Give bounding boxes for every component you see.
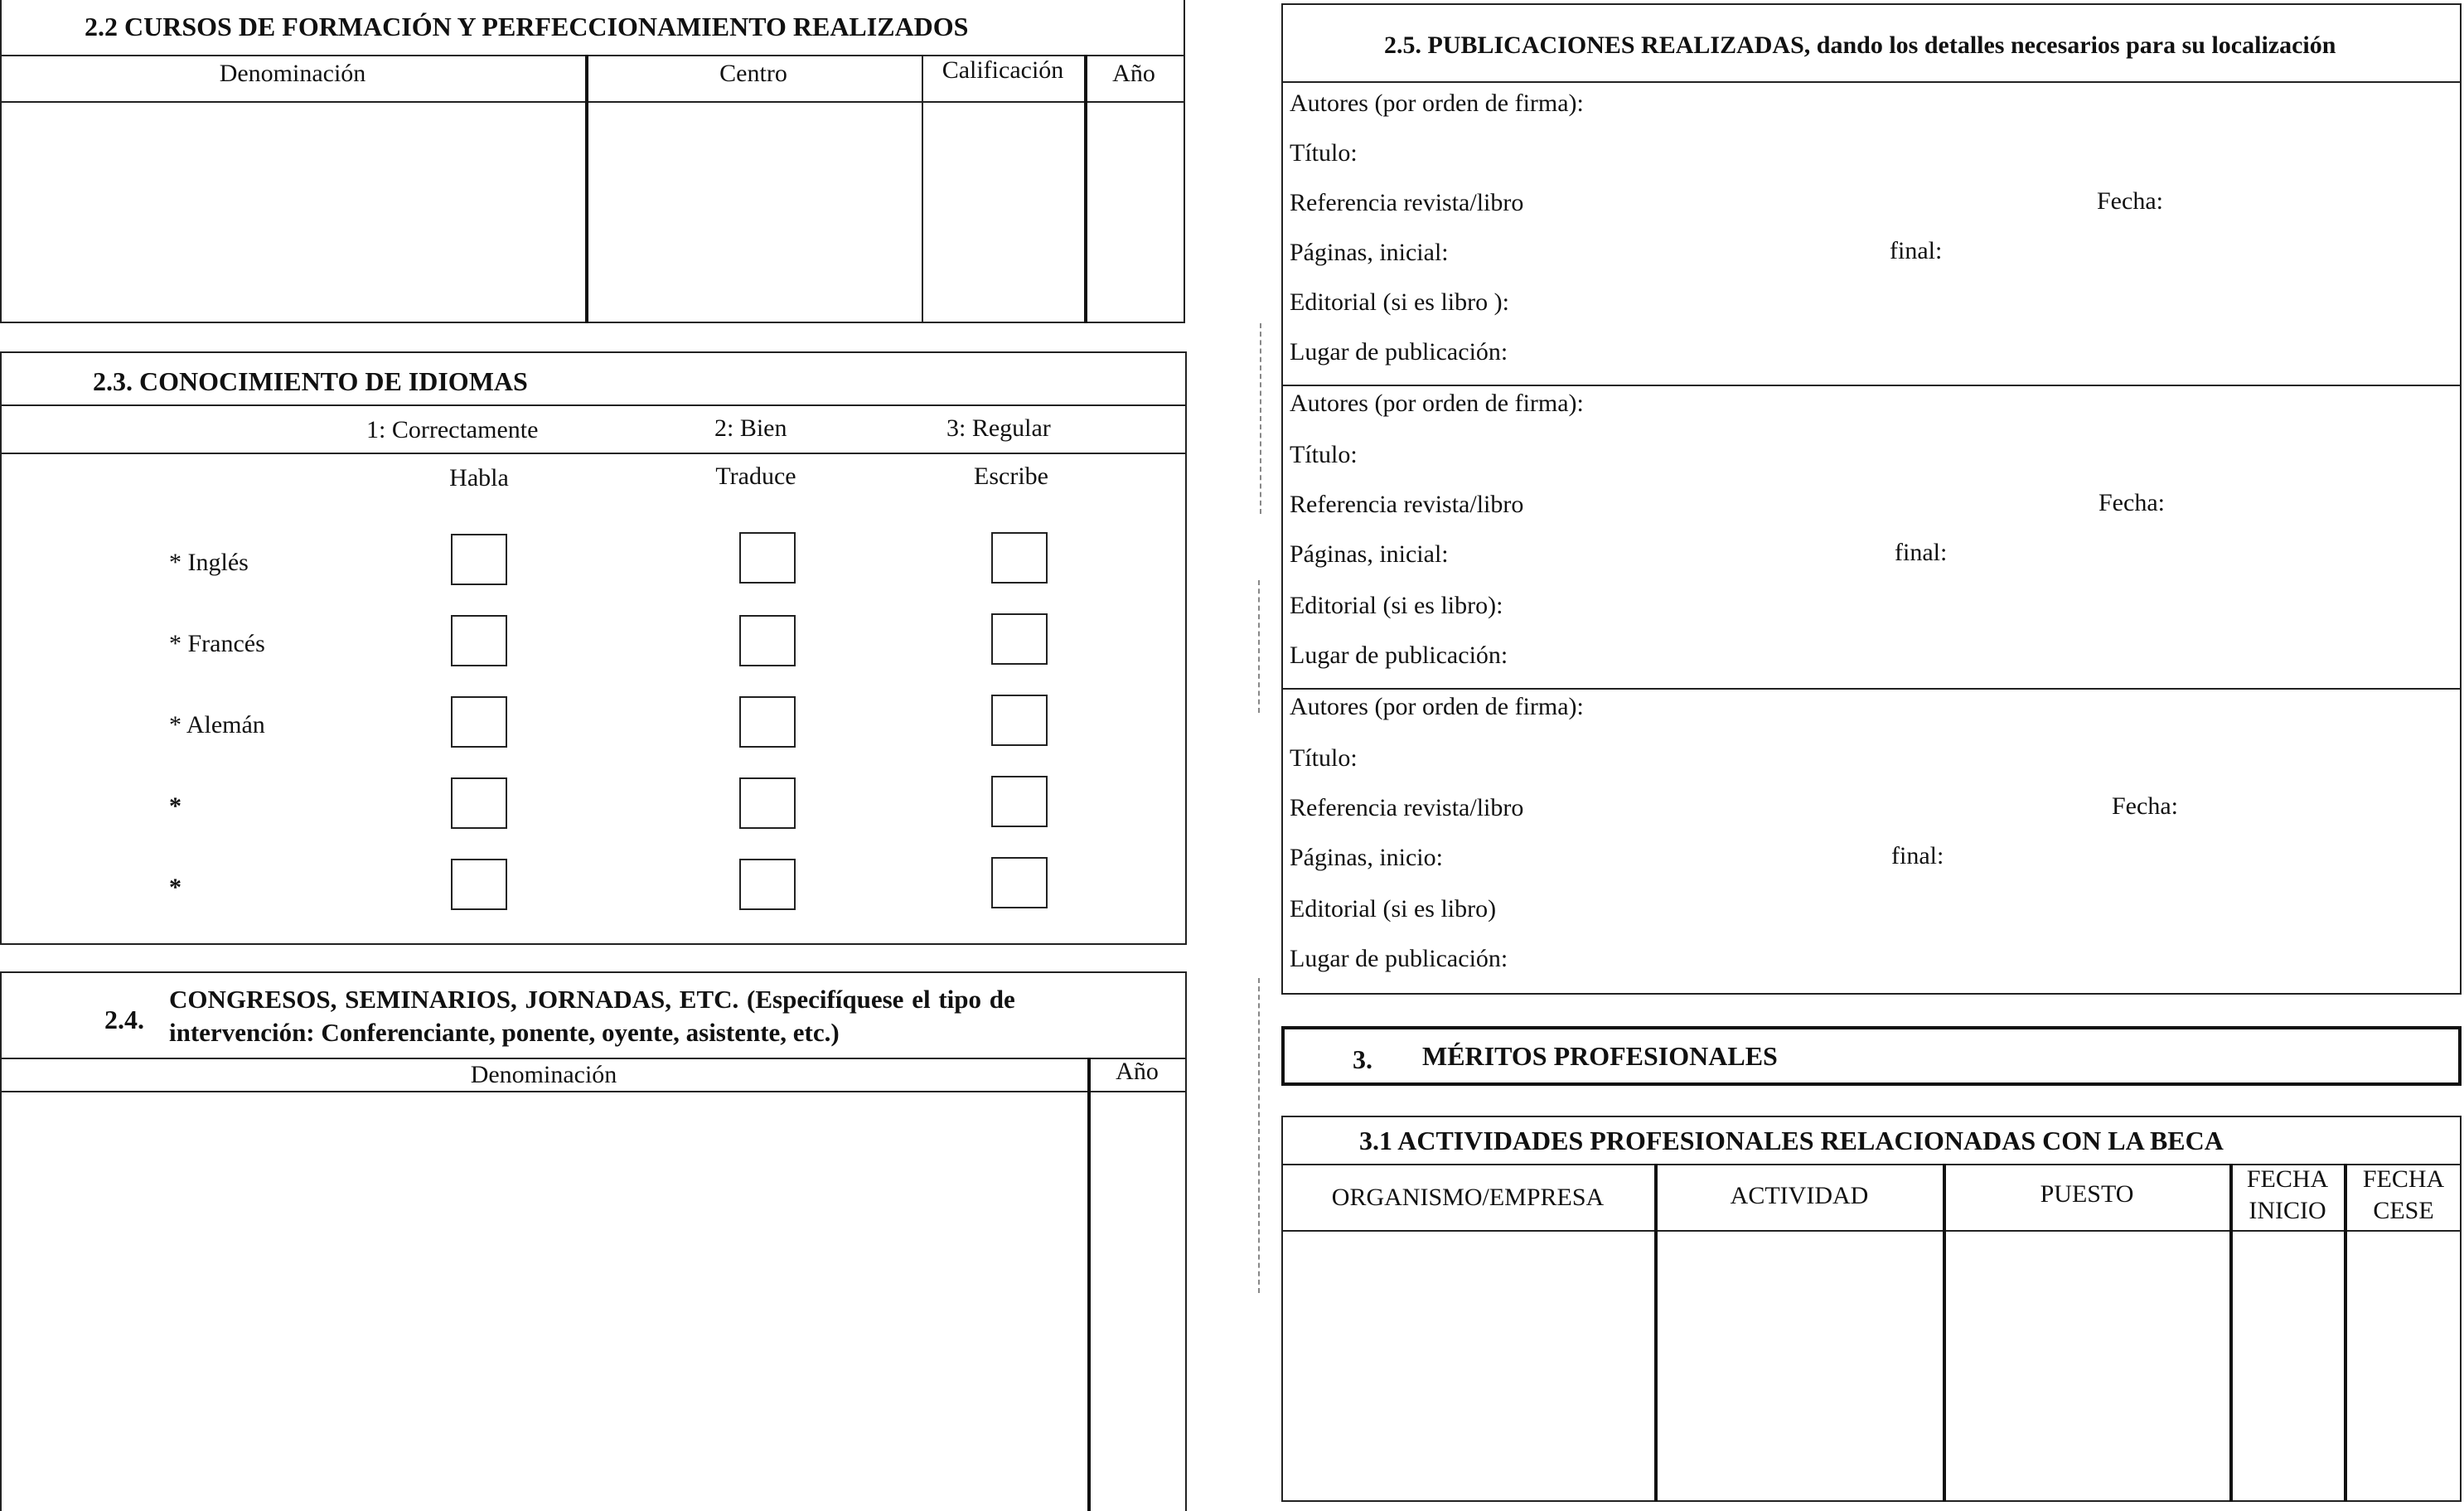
lang-other-2: *: [169, 874, 182, 901]
checkbox-other2-habla[interactable]: [451, 859, 507, 910]
checkbox-frances-traduce[interactable]: [739, 615, 796, 666]
col-escribe: Escribe: [974, 463, 1048, 490]
col-centro: Centro: [719, 60, 787, 87]
pub2-referencia: Referencia revista/libro: [1290, 491, 1524, 518]
col-fecha-inicio-l2: INICIO: [2249, 1197, 2326, 1224]
pub3-paginas: Páginas, inicio:: [1290, 844, 1443, 871]
cursos-table-body[interactable]: [2, 103, 1184, 322]
section-2-2-title: 2.2 CURSOS DE FORMACIÓN Y PERFECCIONAMIENTO REALIZADOS: [85, 12, 969, 41]
checkbox-aleman-traduce[interactable]: [739, 696, 796, 748]
lang-ingles: * Inglés: [169, 549, 249, 576]
col-fecha-cese-l1: FECHA: [2362, 1165, 2445, 1193]
section-3-1-title: 3.1 ACTIVIDADES PROFESIONALES RELACIONADAS CON LA BECA: [1359, 1126, 2224, 1155]
checkbox-other2-traduce[interactable]: [739, 859, 796, 910]
congresos-table-body[interactable]: [2, 1092, 1086, 1511]
pub2-autores: Autores (por orden de firma):: [1290, 390, 1584, 417]
pub1-paginas: Páginas, inicial:: [1290, 239, 1449, 266]
checkbox-ingles-escribe[interactable]: [991, 532, 1048, 584]
scale-correctamente: 1: Correctamente: [366, 416, 539, 443]
pub3-final: final:: [1891, 842, 1944, 869]
pub3-autores: Autores (por orden de firma):: [1290, 693, 1584, 720]
pub3-editorial: Editorial (si es libro): [1290, 895, 1497, 923]
pub2-titulo: Título:: [1290, 441, 1358, 468]
col-habla: Habla: [449, 464, 509, 492]
lang-other-1: *: [169, 792, 182, 820]
lang-aleman: * Alemán: [169, 711, 265, 739]
pub1-autores: Autores (por orden de firma):: [1290, 90, 1584, 117]
col-fecha-cese-l2: CESE: [2373, 1197, 2434, 1224]
section-3-number: 3.: [1353, 1044, 1372, 1074]
checkbox-ingles-habla[interactable]: [451, 534, 507, 585]
pub2-final: final:: [1895, 539, 1948, 566]
col-traduce: Traduce: [715, 463, 796, 490]
actividades-table-body[interactable]: [1283, 1232, 2460, 1500]
checkbox-other1-habla[interactable]: [451, 777, 507, 829]
col-denominacion-2-4: Denominación: [470, 1061, 617, 1088]
pub3-fecha: Fecha:: [2112, 792, 2178, 820]
pub2-paginas: Páginas, inicial:: [1290, 540, 1449, 568]
checkbox-other1-escribe[interactable]: [991, 776, 1048, 827]
checkbox-aleman-escribe[interactable]: [991, 695, 1048, 746]
col-ano: Año: [1112, 60, 1155, 87]
pub2-editorial: Editorial (si es libro):: [1290, 592, 1503, 619]
fold-line: [1258, 580, 1260, 713]
pub1-editorial: Editorial (si es libro ):: [1290, 288, 1509, 316]
pub1-lugar: Lugar de publicación:: [1290, 338, 1508, 366]
checkbox-ingles-traduce[interactable]: [739, 532, 796, 584]
pub1-titulo: Título:: [1290, 139, 1358, 167]
col-puesto: PUESTO: [2040, 1180, 2134, 1208]
pub2-fecha: Fecha:: [2099, 489, 2165, 516]
checkbox-other2-escribe[interactable]: [991, 857, 1048, 908]
col-ano-2-4: Año: [1116, 1058, 1159, 1085]
pub3-titulo: Título:: [1290, 744, 1358, 772]
fold-line: [1258, 978, 1260, 1293]
checkbox-other1-traduce[interactable]: [739, 777, 796, 829]
section-2-3-title: 2.3. CONOCIMIENTO DE IDIOMAS: [93, 366, 528, 396]
checkbox-frances-habla[interactable]: [451, 615, 507, 666]
col-organismo: ORGANISMO/EMPRESA: [1331, 1184, 1605, 1211]
checkbox-frances-escribe[interactable]: [991, 613, 1048, 665]
pub1-referencia: Referencia revista/libro: [1290, 189, 1524, 216]
section-2-4-title-line2: intervención: Conferenciante, ponente, oyente, asistente, etc.): [169, 1018, 840, 1047]
col-actividad: ACTIVIDAD: [1730, 1182, 1869, 1209]
section-3-title: MÉRITOS PROFESIONALES: [1422, 1041, 1778, 1071]
col-calificacion: Calificación: [942, 56, 1064, 84]
checkbox-aleman-habla[interactable]: [451, 696, 507, 748]
col-fecha-inicio-l1: FECHA: [2246, 1165, 2329, 1193]
pub1-fecha: Fecha:: [2097, 187, 2163, 215]
pub3-referencia: Referencia revista/libro: [1290, 794, 1524, 821]
pub2-lugar: Lugar de publicación:: [1290, 642, 1508, 669]
section-2-4-title-line1: CONGRESOS, SEMINARIOS, JORNADAS, ETC. (Especifíquese el tipo de: [169, 985, 1015, 1014]
lang-frances: * Francés: [169, 630, 265, 657]
fold-line: [1260, 323, 1261, 514]
pub3-lugar: Lugar de publicación:: [1290, 945, 1508, 972]
section-2-5-title: 2.5. PUBLICACIONES REALIZADAS, dando los detalles necesarios para su localización: [1384, 31, 2336, 59]
col-denominacion: Denominación: [219, 60, 366, 87]
pub1-final: final:: [1890, 237, 1943, 264]
scale-bien: 2: Bien: [714, 414, 787, 442]
section-2-4-number: 2.4.: [104, 1005, 144, 1034]
scale-regular: 3: Regular: [946, 414, 1051, 442]
